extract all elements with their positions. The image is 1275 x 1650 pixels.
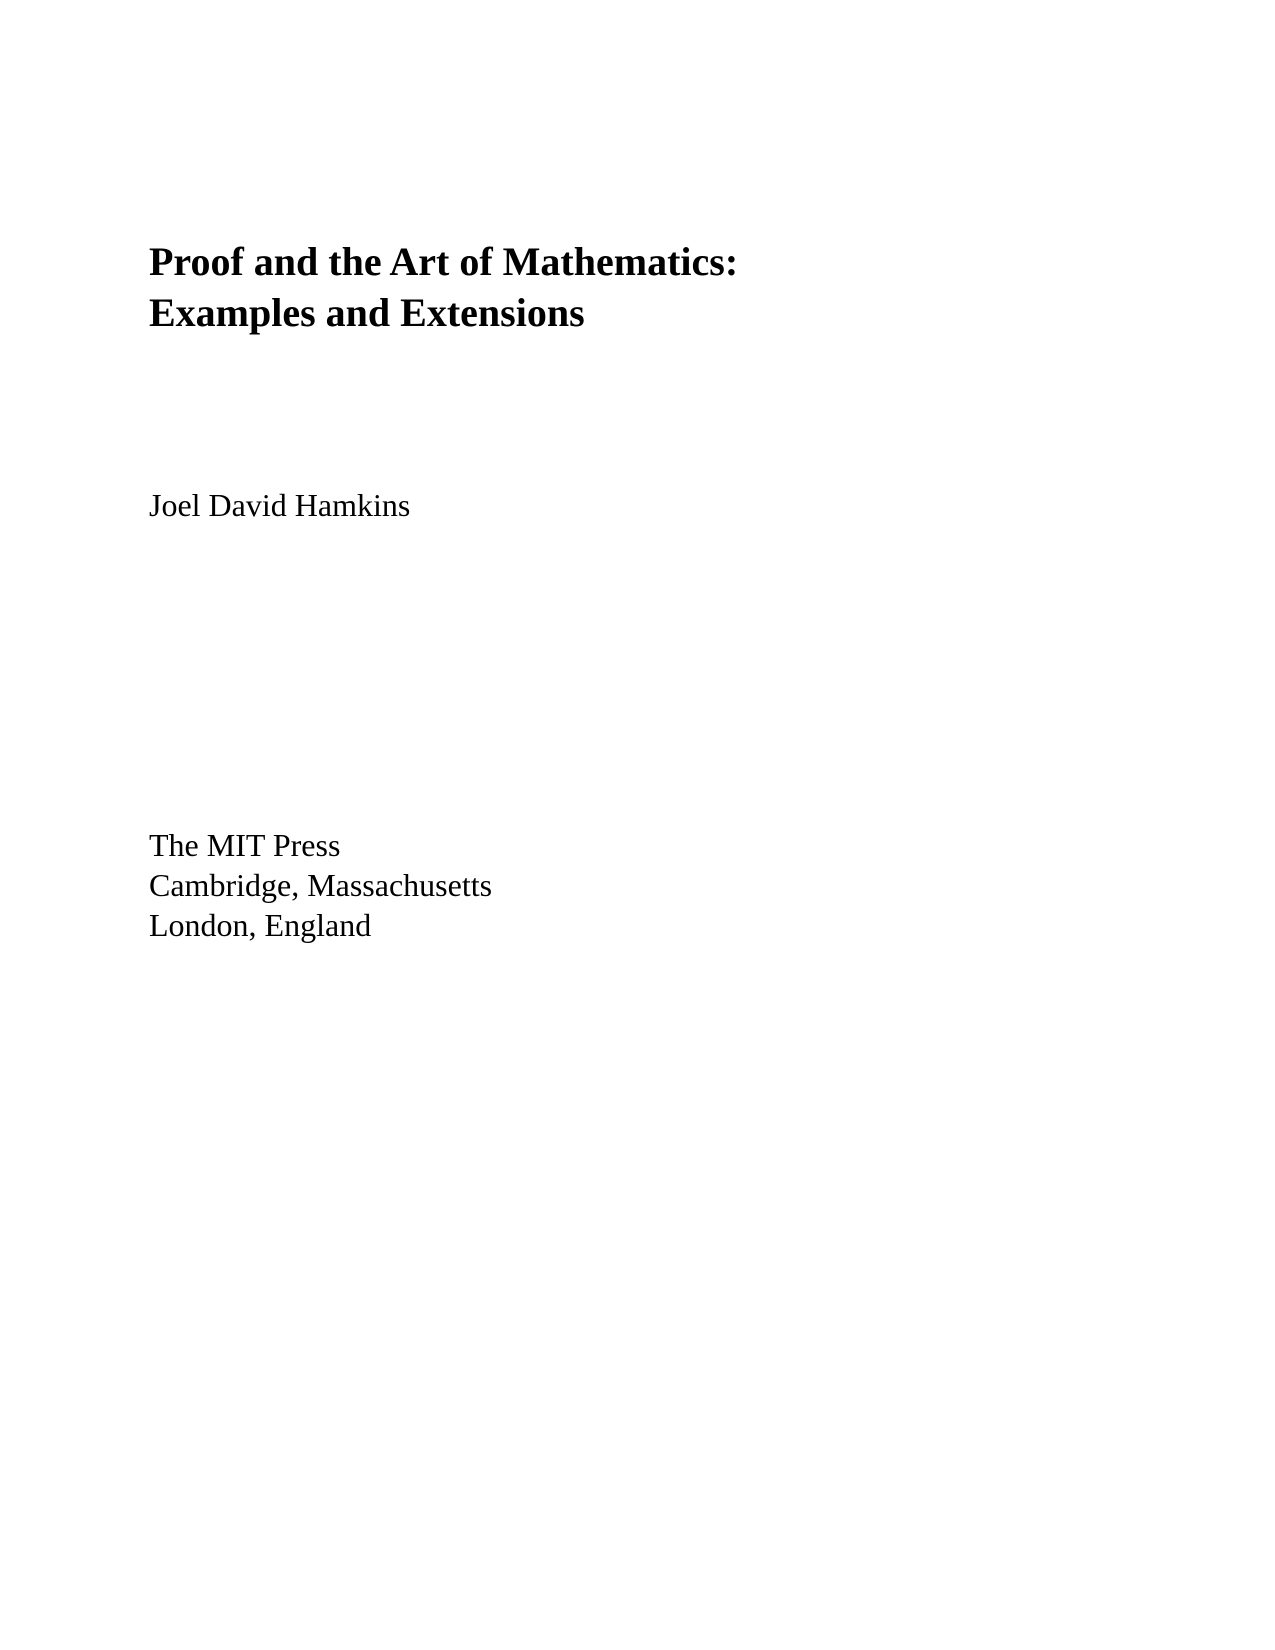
author-name: Joel David Hamkins: [149, 487, 411, 523]
publisher-name: The MIT Press: [149, 827, 341, 863]
publisher-location-1: Cambridge, Massachusetts: [149, 867, 493, 903]
title-line-1: Proof and the Art of Mathematics:: [149, 239, 739, 284]
book-title: [149, 236, 1149, 338]
publisher-info: [149, 825, 492, 945]
title-line-2: Examples and Extensions: [149, 290, 585, 335]
publisher-location-2: London, England: [149, 907, 372, 943]
